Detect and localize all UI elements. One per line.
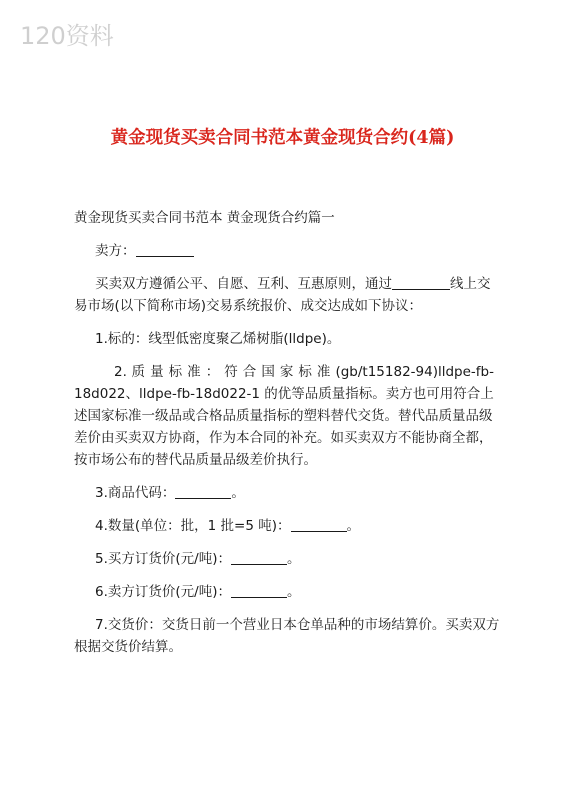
item-6-period: 。 [286, 584, 301, 600]
item-4-period: 。 [346, 518, 360, 534]
item-2-line-5: 按市场公布的替代品质量品级差价执行。 [74, 452, 317, 468]
item-5 [74, 548, 494, 570]
item-2-line-3: 述国家标准一级品或合格品质量指标的塑料替代交货。替代品质量品级 [74, 408, 493, 424]
item-3-blank [175, 484, 231, 499]
platform-blank [392, 275, 450, 290]
document-title: 黄金现货买卖合同书范本黄金现货合约(4篇) [110, 128, 455, 148]
item-5-blank [231, 550, 287, 565]
item-3-label: 3.商品代码： [95, 485, 176, 501]
item-4-label: 4.数量(单位：批，1 批=5 吨)： [95, 518, 291, 534]
item-1: 1.标的：线型低密度聚乙烯树脂(lldpe)。 [95, 331, 341, 347]
item-4 [74, 515, 494, 537]
item-5-label: 5.买方订货价(元/吨)： [95, 551, 231, 567]
item-2-line-1: 2. 质 量 标 准 ： 符 合 国 家 标 准 (gb/t15182-94)lldpe-fb- [114, 364, 494, 380]
section-heading: 黄金现货买卖合同书范本 黄金现货合约篇一 [74, 210, 335, 226]
seller-line [74, 240, 494, 262]
item-3-period: 。 [231, 485, 245, 501]
intro-line-2: 易市场(以下简称市场)交易系统报价、成交达成如下协议： [74, 298, 423, 314]
seller-label: 卖方： [95, 243, 136, 259]
watermark: 120资料 [20, 22, 114, 50]
seller-blank [136, 242, 194, 257]
intro-line-1 [74, 273, 494, 295]
item-6 [74, 581, 494, 603]
item-6-label: 6.卖方订货价(元/吨)： [95, 584, 231, 600]
item-7-line-2: 根据交货价结算。 [74, 639, 182, 655]
item-4-blank [291, 517, 347, 532]
item-5-period: 。 [286, 551, 301, 567]
item-6-blank [231, 583, 287, 598]
intro-text-a: 买卖双方遵循公平、自愿、互利、互惠原则，通过 [95, 276, 392, 292]
intro-text-b: 线上交 [450, 276, 491, 292]
document-body [74, 207, 500, 658]
item-7-line-1: 7.交货价：交货日前一个营业日本仓单品种的市场结算价。买卖双方 [95, 617, 500, 633]
item-2-line-2: 18d022、lldpe-fb-18d022-1 的优等品质量指标。卖方也可用符合上 [74, 386, 494, 402]
item-2-line-4: 差价由买卖双方协商，作为本合同的补充。如买卖双方不能协商全都， [74, 430, 493, 446]
item-3 [74, 482, 494, 504]
